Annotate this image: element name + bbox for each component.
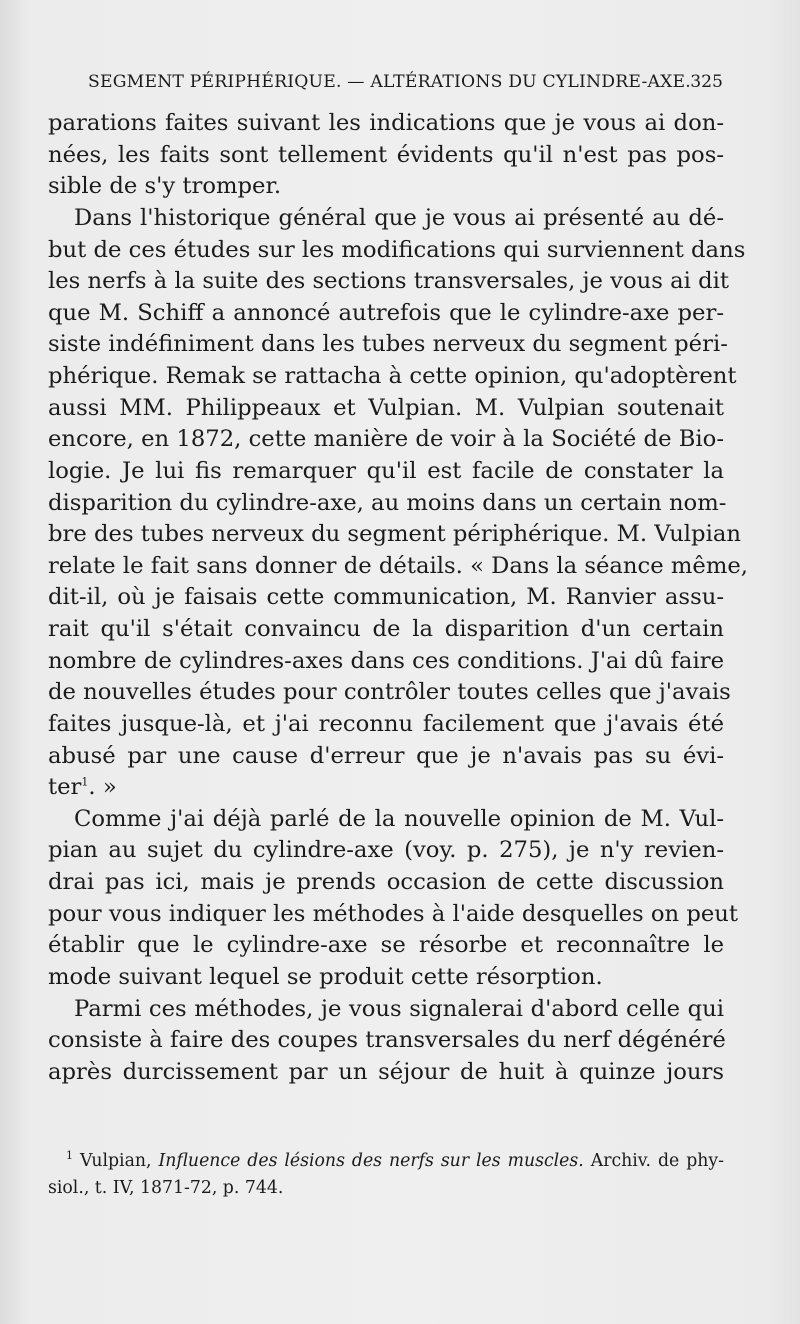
text-line: rait qu'il s'était convaincu de la disparition d'un certain xyxy=(48,616,724,642)
running-title: SEGMENT PÉRIPHÉRIQUE. — ALTÉRATIONS DU CYLINDRE-AXE. xyxy=(88,72,691,92)
text-line: siste indéfiniment dans les tubes nerveux du segment péri- xyxy=(48,331,728,358)
text-line: disparition du cylindre-axe, au moins dans un certain nom- xyxy=(48,489,727,516)
text-line: établir que le cylindre-axe se résorbe et reconnaître le xyxy=(48,932,724,959)
text-line: après durcissement par un séjour de huit à quinze jours xyxy=(48,1058,724,1085)
footnote-source: Archiv. de phy- xyxy=(590,1151,724,1171)
text-line: pour vous indiquer les méthodes à l'aide desquelles on peut xyxy=(48,900,739,927)
text-line: sible de s'y tromper. xyxy=(48,173,282,200)
text-line: phérique. Remak se rattacha à cette opinion, qu'adoptèrent xyxy=(48,363,737,389)
text-line: nombre de cylindres-axes dans ces conditions. J'ai dû faire xyxy=(48,647,724,674)
footnote-line xyxy=(48,1148,724,1175)
text-line: faites jusque-là, et j'ai reconnu facilement que j'avais été xyxy=(48,710,724,737)
running-header xyxy=(88,72,723,102)
text-line: relate le fait sans donner de détails. « Dans la séance même, xyxy=(48,552,748,579)
text-line: mode suivant lequel se produit cette résorption. xyxy=(48,963,603,990)
text-line: consiste à faire des coupes transversales du nerf dégénéré xyxy=(48,1027,726,1054)
footnote xyxy=(48,1148,724,1202)
text-line: parations faites suivant les indications que je vous ai don- xyxy=(48,110,724,136)
footnote-line: siol., t. IV, 1871-72, p. 744. xyxy=(48,1178,284,1198)
text-line: aussi MM. Philippeaux et Vulpian. M. Vulpian soutenait xyxy=(48,394,724,421)
footnote-author: Vulpian, xyxy=(79,1151,152,1171)
quote-close: . » xyxy=(88,774,117,801)
text-line: encore, en 1872, cette manière de voir à la Société de Bio- xyxy=(48,426,724,453)
text-line: pian au sujet du cylindre-axe (voy. p. 275), je n'y revien- xyxy=(48,837,724,864)
text-line: de nouvelles études pour contrôler toutes celles que j'avais xyxy=(48,679,731,706)
paragraph-start-line: Comme j'ai déjà parlé de la nouvelle opinion de M. Vul- xyxy=(74,805,724,832)
text-line: que M. Schiff a annoncé autrefois que le cylindre-axe per- xyxy=(48,299,724,326)
text-line xyxy=(48,772,724,804)
paragraph-start-line: Parmi ces méthodes, je vous signalerai d'abord celle qui xyxy=(74,995,724,1022)
footnote-marker: 1 xyxy=(66,1149,73,1163)
text-line: abusé par une cause d'erreur que je n'avais pas su évi- xyxy=(48,742,724,769)
line-text: ter xyxy=(48,774,82,801)
text-line: les nerfs à la suite des sections transversales, je vous ai dit xyxy=(48,268,730,295)
text-line: drai pas ici, mais je prends occasion de cette discussion xyxy=(48,869,724,895)
text-line: bre des tubes nerveux du segment périphérique. M. Vulpian xyxy=(48,521,741,548)
paragraph-start-line: Dans l'historique général que je vous ai présenté au dé- xyxy=(74,204,724,231)
text-line: nées, les faits sont tellement évidents qu'il n'est pas pos- xyxy=(48,141,724,168)
text-line: but de ces études sur les modifications qui surviennent dans xyxy=(48,236,746,263)
text-line: logie. Je lui fis remarquer qu'il est facile de constater la xyxy=(48,457,724,484)
text-line: dit-il, où je faisais cette communication, M. Ranvier assu- xyxy=(48,584,724,611)
body-text xyxy=(48,108,748,1088)
footnote-reference: 1 xyxy=(81,775,89,789)
page-number: 325 xyxy=(690,72,723,92)
footnote-title: Influence des lésions des nerfs sur les muscles. xyxy=(158,1151,584,1171)
